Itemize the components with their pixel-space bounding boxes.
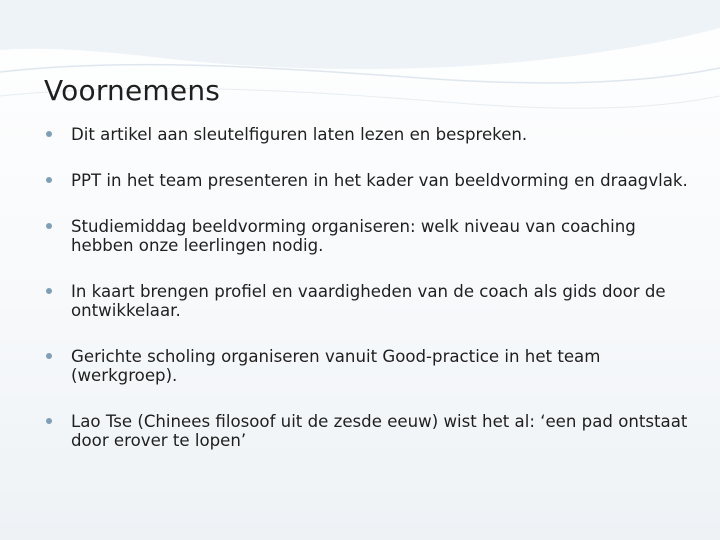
- bullet-dot-icon: [46, 288, 52, 294]
- bullet-item: [44, 412, 694, 450]
- bullet-text: PPT in het team presenteren in het kader van beeldvorming en draagvlak.: [71, 171, 688, 190]
- background-swoosh: [0, 0, 720, 140]
- bullet-dot-icon: [46, 131, 52, 137]
- bullet-item: [44, 171, 694, 190]
- bullet-dot-icon: [46, 177, 52, 183]
- bullet-dot-icon: [46, 353, 52, 359]
- bullet-item: [44, 125, 694, 144]
- bullet-text: Gerichte scholing organiseren vanuit Good-practice in het team (werkgroep).: [71, 347, 601, 385]
- bullet-dot-icon: [46, 223, 52, 229]
- bullet-text: In kaart brengen profiel en vaardigheden van de coach als gids door de ontwikkelaar.: [71, 282, 666, 320]
- bullet-item: [44, 347, 694, 385]
- bullet-text: Lao Tse (Chinees filosoof uit de zesde eeuw) wist het al: ‘een pad ontstaat door erover te lopen’: [71, 412, 688, 450]
- bullet-item: [44, 217, 694, 255]
- bullet-item: [44, 282, 694, 320]
- bullet-dot-icon: [46, 418, 52, 424]
- bullet-text: Studiemiddag beeldvorming organiseren: welk niveau van coaching hebben onze leerlingen nodig.: [71, 217, 636, 255]
- bullet-list: [44, 125, 694, 477]
- slide-title: Voornemens: [44, 74, 221, 107]
- bullet-text: Dit artikel aan sleutelfiguren laten lezen en bespreken.: [71, 125, 528, 144]
